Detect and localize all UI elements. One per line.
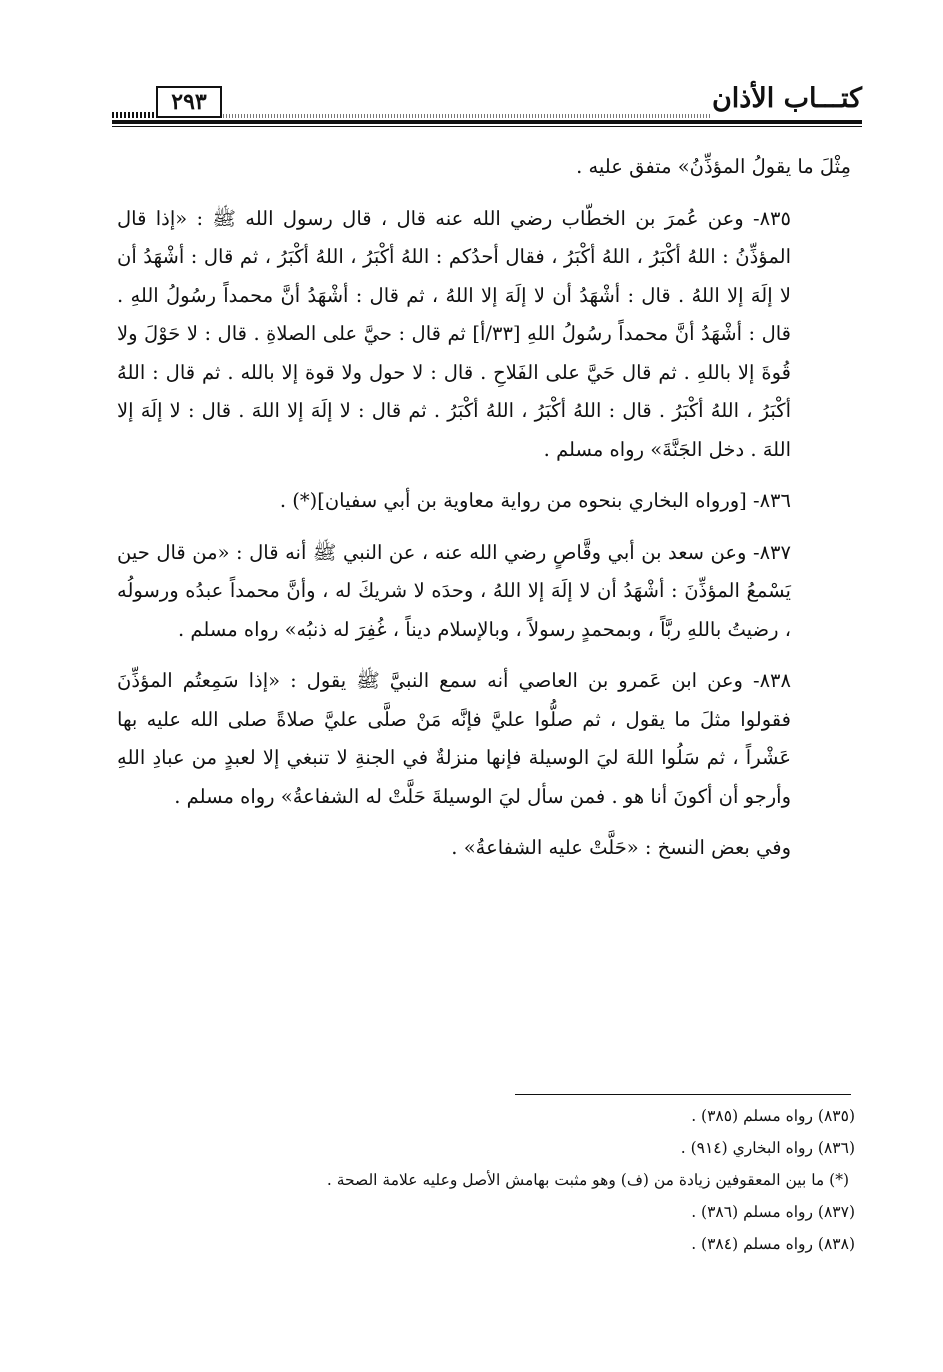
hadith-835 bbox=[117, 200, 851, 470]
page-number: ٢٩٣ bbox=[156, 86, 222, 118]
hadith-text: [ورواه البخاري بنحوه من رواية معاوية بن أبي سفيان](*) . bbox=[279, 489, 753, 512]
paragraph-text: وفي بعض النسخ : «حَلَّتْ عليه الشفاعةُ» . bbox=[451, 836, 791, 859]
chapter-title: كتـــاب الأذان bbox=[711, 83, 862, 114]
footnote: (*) ما بين المعقوفين زيادة من (ف) وهو مثبت بهامش الأصل وعليه علامة الصحة . bbox=[326, 1171, 849, 1189]
footnote: (٨٣٥) رواه مسلم (٣٨٥) . bbox=[691, 1107, 855, 1125]
hadith-number: ٨٣٦- bbox=[752, 489, 791, 512]
hadith-837 bbox=[117, 534, 851, 650]
hadith-number: ٨٣٨- bbox=[752, 669, 791, 692]
header-ornament bbox=[112, 112, 156, 118]
hadith-text: وعن ابن عَمرو بن العاصي أنه سمع النبيَّ ﷺ يقول : «إذا سَمِعتُم المؤذِّنَ فقولوا مثلَ ما يقول ، ثم صلُّوا عليَّ فإنَّه مَنْ صلَّى عليَّ صلاةً صلى الله عليه بها عَشْراً ، ثم سَلُوا اللهَ ليَ الوسيلة فإنها منزلةٌ في الجنةِ لا تنبغي إلا لعبدٍ من عبادِ اللهِ وأرجو أن أكونَ أنا هو . فمن سأل ليَ الوسيلةَ حَلَّتْ له الشفاعةُ» رواه مسلم . bbox=[117, 669, 791, 808]
hadith-text: وعن سعد بن أبي وقَّاصٍ رضي الله عنه ، عن النبي ﷺ أنه قال : «من قال حين يَسْمعُ المؤذِّنَ : أشْهَدُ أن لا إلَهَ إلا اللهُ ، وحدَه لا شريكَ له ، وأنَّ محمداً عبدُه ورسولُه ، رضيتُ باللهِ ربَّاً ، وبمحمدٍ رسولاً ، وبالإسلام ديناً ، غُفِرَ له ذنبُه» رواه مسلم . bbox=[117, 540, 791, 641]
hadith-text: وعن عُمرَ بن الخطّاب رضي الله عنه قال ، قال رسول الله ﷺ : «إذا قال المؤذِّنُ : اللهُ أكْبَرُ ، اللهُ أكْبَرُ ، فقال أحدُكم : اللهُ أكْبَرُ ، اللهُ أكْبَرُ ، ثم قال : أشْهَدُ أن لا إلَهَ إلا اللهُ . قال : أشْهَدُ أن لا إلَهَ إلا اللهُ ، ثم قال : أشْهَدُ أنَّ محمداً رسُولُ اللهِ . قال : أشْهَدُ أنَّ محمداً رسُولُ اللهِ [٣٣/أ] ثم قال : حيَّ على الصلاةِ . قال : لا حَوْلَ ولا قُوةَ إلا باللهِ . ثم قال حَيَّ على الفَلاحِ . قال : لا حول ولا قوة إلا بالله . ثم قال : اللهُ أكْبَرُ ، اللهُ أكْبَرُ . قال : اللهُ أكْبَرُ ، اللهُ أكْبَرُ . ثم قال : لا إلَهَ إلا اللهَ . قال : لا إلَهَ إلا اللهَ . دخل الجَنَّةَ» رواه مسلم . bbox=[117, 206, 791, 461]
header-rule-thin bbox=[112, 126, 862, 127]
footnotes bbox=[115, 1100, 855, 1260]
footnote: (٨٣٧) رواه مسلم (٣٨٦) . bbox=[691, 1203, 855, 1221]
body-text bbox=[117, 148, 851, 868]
header-ornament-line bbox=[220, 114, 712, 118]
hadith-number: ٨٣٧- bbox=[752, 540, 791, 564]
paragraph-text: مِثْلَ ما يقولُ المؤذِّنُ» متفق عليه . bbox=[576, 155, 851, 178]
footnote: (٨٣٨) رواه مسلم (٣٨٤) . bbox=[691, 1235, 855, 1253]
page-header bbox=[112, 82, 862, 128]
header-rule-thick bbox=[112, 120, 862, 124]
hadith-number: ٨٣٥- bbox=[752, 206, 791, 230]
paragraph-continuation bbox=[117, 148, 851, 187]
footnote: (٨٣٦) رواه البخاري (٩١٤) . bbox=[680, 1139, 855, 1157]
footnote-separator bbox=[515, 1094, 851, 1095]
hadith-836 bbox=[117, 482, 851, 521]
hadith-838 bbox=[117, 662, 851, 816]
variant-note bbox=[117, 829, 851, 868]
